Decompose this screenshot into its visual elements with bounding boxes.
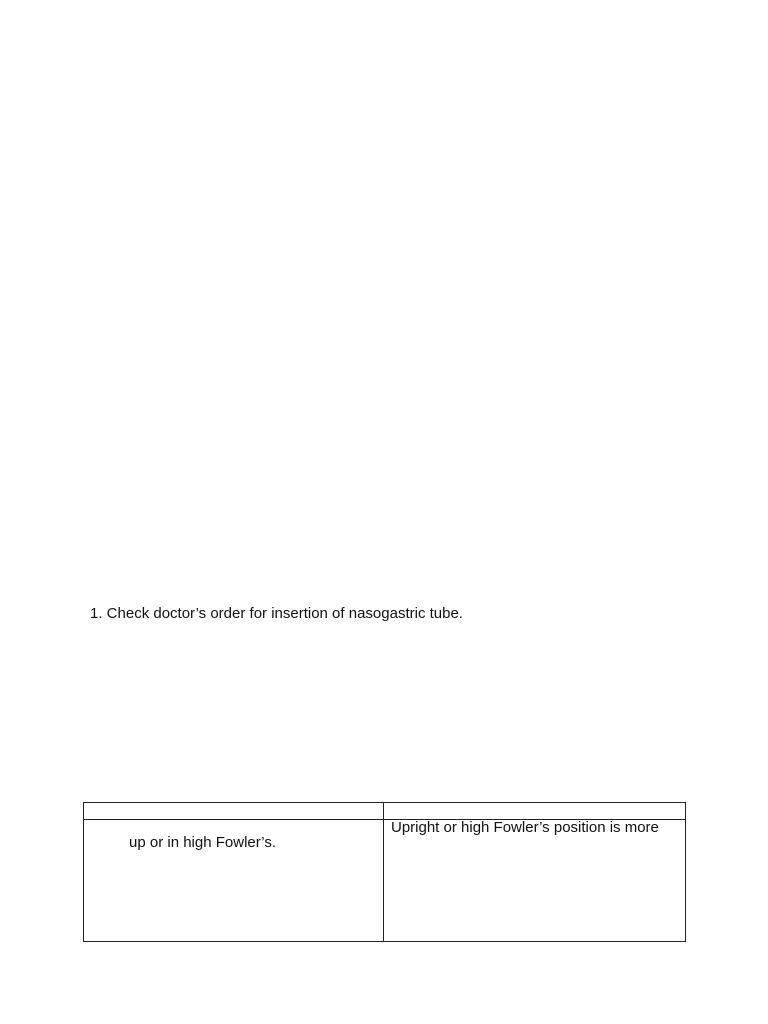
table-column-divider	[383, 803, 384, 941]
procedure-step-1: 1. Check doctor’s order for insertion of nasogastric tube.	[90, 605, 463, 622]
table-header-row	[84, 803, 685, 820]
procedure-table	[83, 802, 686, 942]
table-cell-action: up or in high Fowler’s.	[129, 834, 277, 851]
table-cell-rationale: Upright or high Fowler’s position is more	[391, 819, 659, 836]
